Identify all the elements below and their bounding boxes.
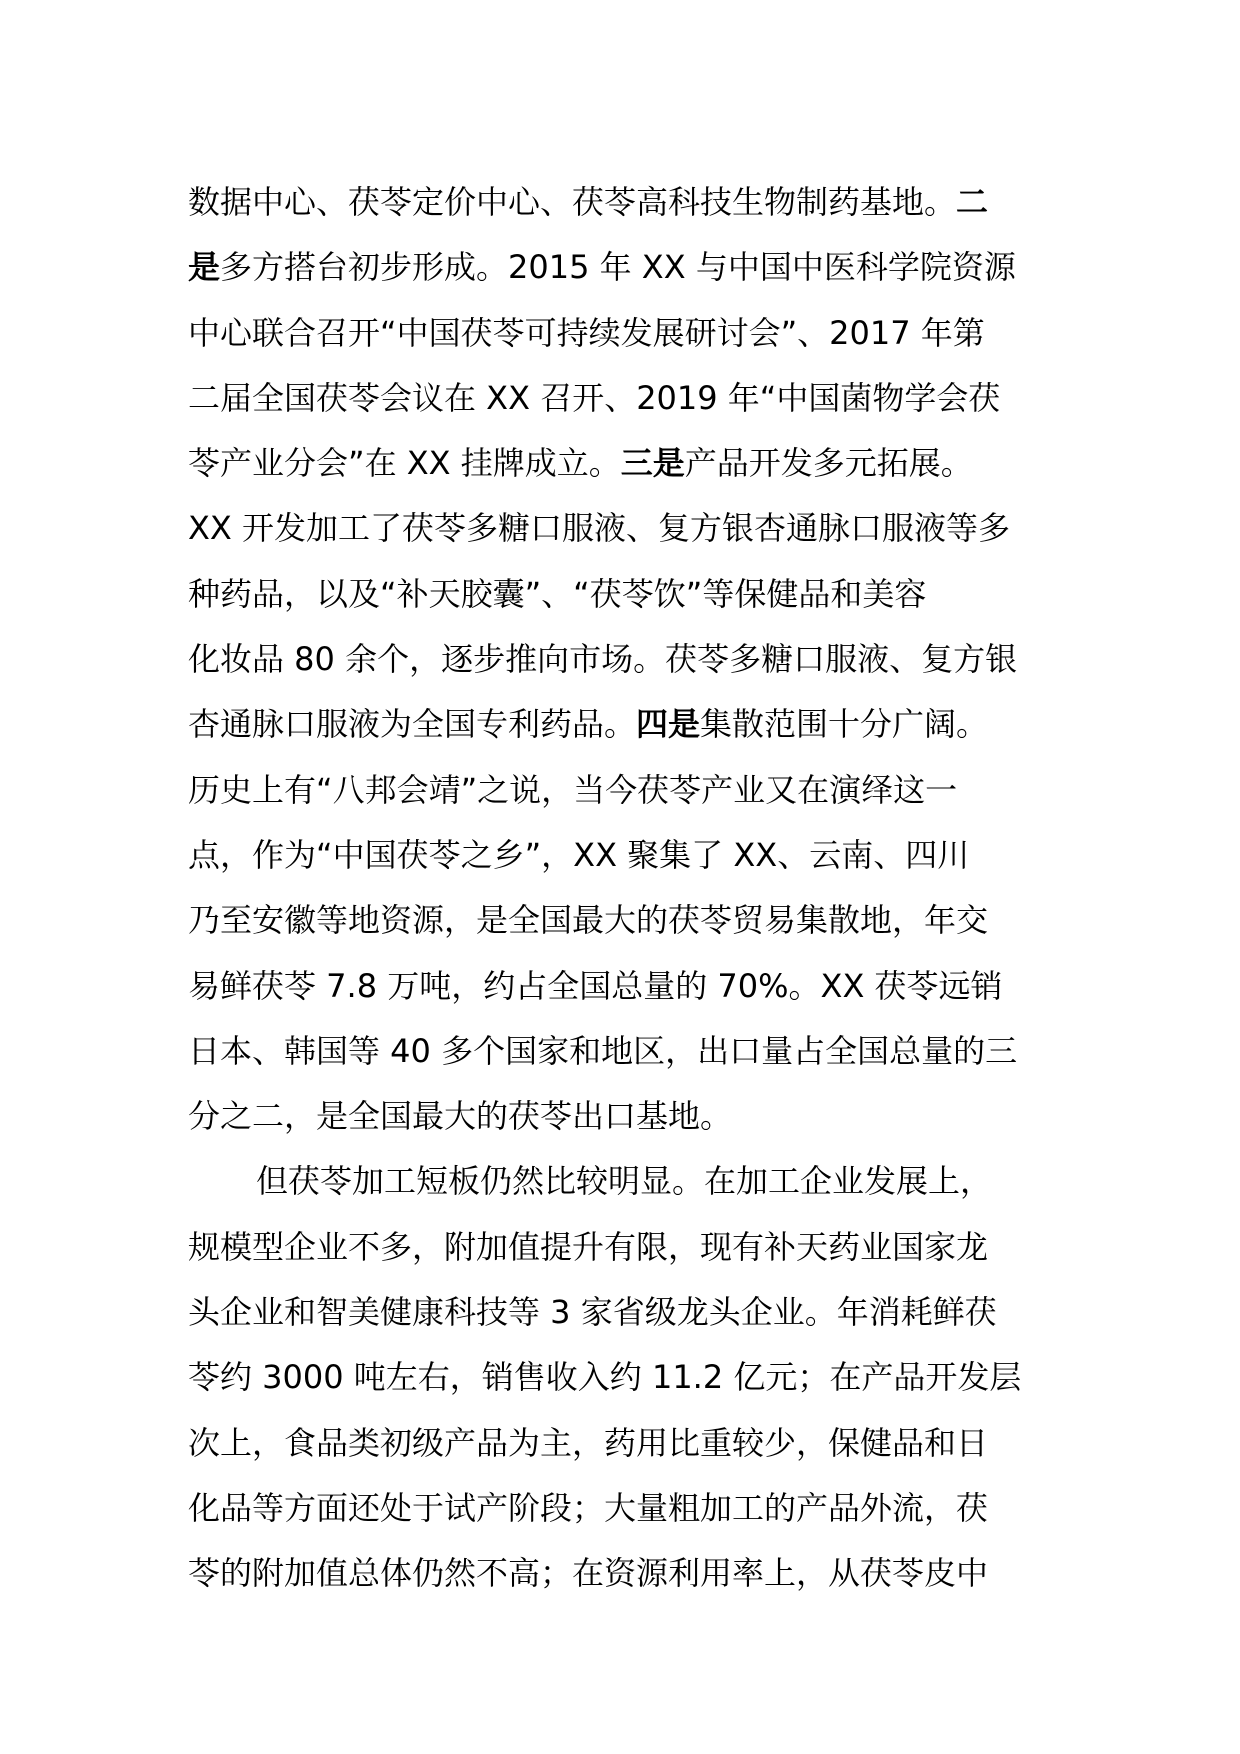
text-segment: 但茯苓加工短板仍然比较明显。在加工企业发展上， <box>256 1162 993 1201</box>
text-line <box>188 1084 1068 1149</box>
text-segment: 易鲜茯苓 7.8 万吨，约占全国总量的 70%。XX 茯苓远销 <box>188 966 1003 1005</box>
text-line <box>188 1215 1068 1280</box>
text-line <box>188 758 1068 823</box>
text-segment: 苓的附加值总体仍然不高；在资源利用率上，从茯苓皮中 <box>188 1554 989 1593</box>
text-line <box>188 235 1068 300</box>
text-segment: 乃至安徽等地资源，是全国最大的茯苓贸易集散地，年交 <box>188 901 989 940</box>
text-segment: 产品开发多元拓展。 <box>684 444 973 483</box>
text-segment: 二届全国茯苓会议在 XX 召开、2019 年“中国菌物学会茯 <box>188 378 1001 417</box>
text-line <box>188 431 1068 496</box>
text-line <box>188 823 1068 888</box>
bold-text-segment: 是 <box>188 248 221 287</box>
text-segment: 中心联合召开“中国茯苓可持续发展研讨会”、2017 年第 <box>188 313 985 352</box>
text-line <box>188 692 1068 757</box>
text-segment: XX 开发加工了茯苓多糖口服液、复方银杏通脉口服液等多 <box>188 509 1011 548</box>
text-segment: 点，作为“中国茯苓之乡”，XX 聚集了 XX、云南、四川 <box>188 835 970 874</box>
text-segment: 次上，食品类初级产品为主，药用比重较少，保健品和日 <box>188 1423 989 1462</box>
text-line <box>188 1019 1068 1084</box>
text-segment: 数据中心、茯苓定价中心、茯苓高科技生物制药基地。 <box>188 183 957 221</box>
text-segment: 历史上有“八邦会靖”之说，当今茯苓产业又在演绎这一 <box>188 770 958 809</box>
text-segment: 分之二，是全国最大的茯苓出口基地。 <box>188 1097 733 1136</box>
text-line <box>188 1411 1068 1476</box>
text-line <box>188 627 1068 692</box>
text-segment: 杏通脉口服液为全国专利药品。 <box>188 705 637 744</box>
text-segment: 头企业和智美健康科技等 3 家省级龙头企业。年消耗鲜茯 <box>188 1293 997 1332</box>
text-line <box>188 1476 1068 1541</box>
text-line <box>188 170 1068 235</box>
text-segment: 化妆品 80 余个，逐步推向市场。茯苓多糖口服液、复方银 <box>188 640 1018 679</box>
text-line <box>188 1149 1068 1214</box>
text-segment: 规模型企业不多，附加值提升有限，现有补天药业国家龙 <box>188 1227 989 1266</box>
text-line <box>188 1280 1068 1345</box>
text-segment: 多方搭台初步形成。2015 年 XX 与中国中医科学院资源 <box>220 248 1016 287</box>
bold-text-segment: 三是 <box>620 444 685 483</box>
bold-text-segment: 二 <box>956 183 989 221</box>
text-segment: 种药品，以及“补天胶囊”、“茯苓饮”等保健品和美容 <box>188 574 927 613</box>
text-line <box>188 1345 1068 1410</box>
text-segment: 化品等方面还处于试产阶段；大量粗加工的产品外流，茯 <box>188 1488 989 1527</box>
text-segment: 苓产业分会”在 XX 挂牌成立。 <box>188 444 621 483</box>
text-line <box>188 954 1068 1019</box>
text-line <box>188 301 1068 366</box>
bold-text-segment: 四是 <box>636 705 701 744</box>
text-line <box>188 562 1068 627</box>
text-line <box>188 496 1068 561</box>
text-line <box>188 366 1068 431</box>
text-line <box>188 888 1068 953</box>
document-body <box>188 170 1068 1607</box>
text-line <box>188 1541 1068 1606</box>
text-segment: 集散范围十分广阔。 <box>700 705 989 744</box>
text-segment: 日本、韩国等 40 多个国家和地区，出口量占全国总量的三 <box>188 1031 1018 1070</box>
text-segment: 苓约 3000 吨左右，销售收入约 11.2 亿元；在产品开发层 <box>188 1358 1022 1397</box>
